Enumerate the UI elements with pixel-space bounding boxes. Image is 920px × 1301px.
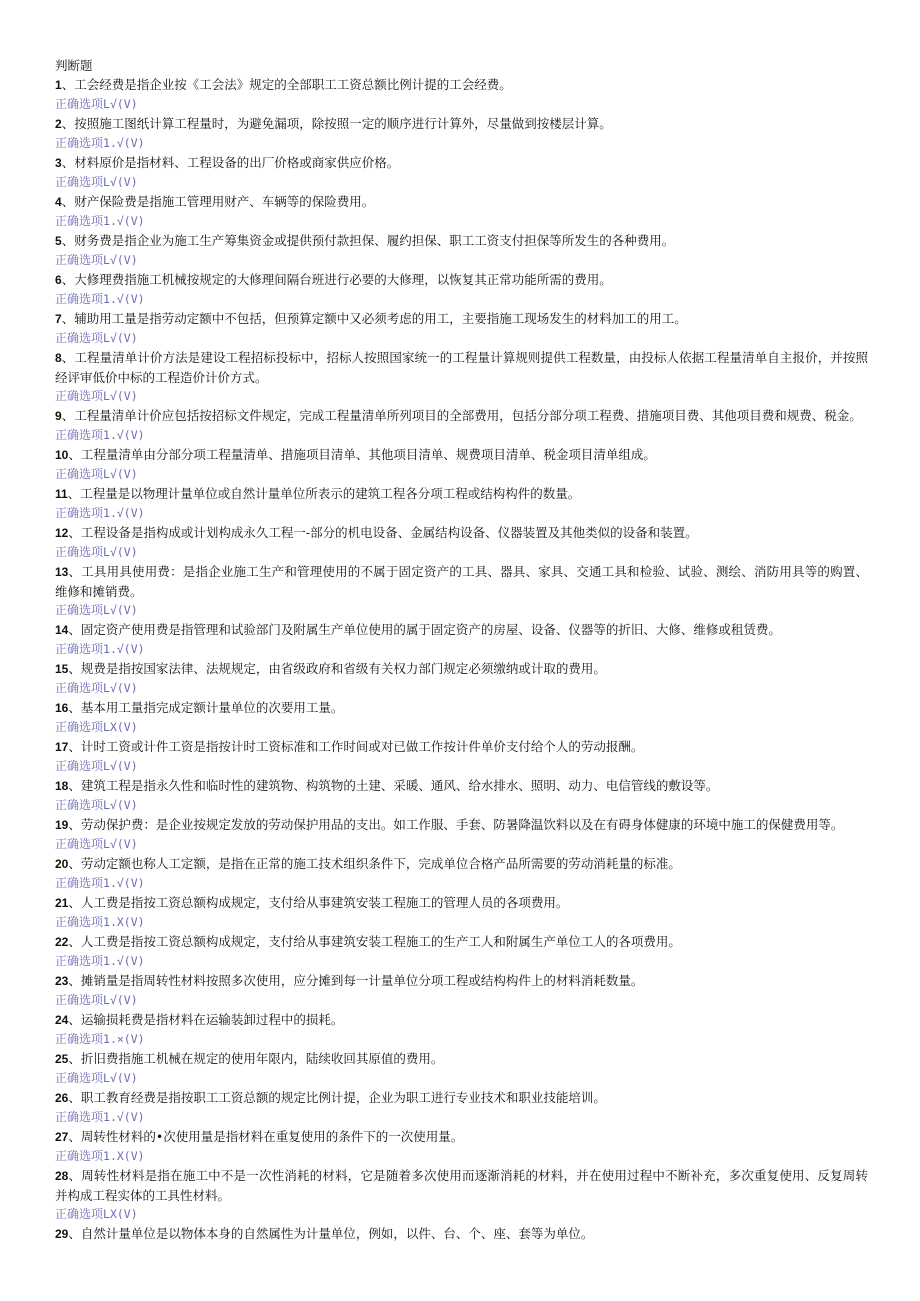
question-item [55,971,868,991]
answer-code: L√(V) [103,759,138,773]
answer-prefix: 正确选项 [55,837,104,851]
answer-prefix: 正确选项 [55,759,104,773]
question-number: 19 [55,818,69,832]
answer-code: L√(V) [103,331,138,345]
answer-code: L√(V) [103,837,138,851]
question-number: 11 [55,487,68,501]
question-text: 、工程设备是指构成或计划构成永久工程一-部分的机电设备、金属结构设备、仪器装置及其他类似的设备和装置。 [68,525,698,540]
answer-line [55,543,868,562]
question-item [55,523,868,543]
question-text: 、工程量清单计价方法是建设工程招标投标中，招标人按照国家统一的工程量计算规则提供工程数量，由投标人依据工程量清单自主报价，并按照经评审低价中标的工程造价计价方式。 [55,350,868,385]
answer-code: 1.√(V) [103,1110,145,1124]
answer-code: L√(V) [103,545,138,559]
answer-line [55,1069,868,1088]
question-number: 21 [55,896,69,910]
answer-code: 1.√(V) [103,954,145,968]
answer-code: L√(V) [103,253,138,267]
question-number: 6 [55,273,62,287]
question-item [55,737,868,757]
question-text: 、自然计量单位是以物体本身的自然属性为计量单位，例如，以件、台、个、座、套等为单位。 [68,1226,594,1241]
question-text: 、固定资产使用费是指管理和试验部门及附属生产单位使用的属于固定资产的房屋、设备、仪器等的折旧、大修、维修或租赁费。 [68,622,781,637]
answer-line [55,329,868,348]
question-number: 18 [55,779,69,793]
answer-prefix: 正确选项 [55,876,104,890]
question-number: 27 [55,1130,69,1144]
answer-line [55,426,868,445]
answer-code: L√(V) [103,389,138,403]
answer-prefix: 正确选项 [55,1207,104,1221]
question-text: 、规费是指按国家法律、法规规定，由省级政府和省级有关权力部门规定必须缴纳或计取的费用。 [68,661,606,676]
question-text: 、计时工资或计件工资是指按计时工资标准和工作时间或对已做工作按计件单价支付给个人的劳动报酬。 [68,739,644,754]
question-item [55,815,868,835]
answer-code: 1.×(V) [103,1032,145,1046]
answer-prefix: 正确选项 [55,214,104,228]
question-number: 17 [55,740,69,754]
answer-code: 1.X(V) [103,915,145,929]
question-number: 10 [55,448,69,462]
answer-line [55,874,868,893]
question-text: 、辅助用工量是指劳动定额中不包括，但预算定额中又必须考虑的用工，主要指施工现场发生的材料加工的用工。 [61,311,687,326]
question-text: 、运输损耗费是指材料在运输装卸过程中的损耗。 [68,1012,344,1027]
question-item [55,1224,868,1244]
answer-line [55,601,868,620]
question-item [55,1166,868,1205]
question-item [55,75,868,95]
question-number: 16 [55,701,69,715]
answer-prefix: 正确选项 [55,603,104,617]
answer-prefix: 正确选项 [55,97,104,111]
question-text: 、劳动保护费：是企业按规定发放的劳动保护用品的支出。如工作服、手套、防暑降温饮料以及在有碍身体健康的环境中施工的保健费用等。 [68,817,844,832]
answer-line [55,95,868,114]
answer-code: 1.√(V) [103,428,145,442]
answer-line [55,952,868,971]
question-number: 12 [55,526,69,540]
answer-code: L√(V) [103,993,138,1007]
question-text: 、周转性材料的•次使用量是指材料在重复使用的条件下的一次使用量。 [68,1129,464,1144]
question-number: 7 [55,312,62,326]
question-text: 、工程量是以物理计量单位或自然计量单位所表示的建筑工程各分项工程或结构构件的数量。 [67,486,581,501]
question-item [55,659,868,679]
question-text: 、摊销量是指周转性材料按照多次使用，应分摊到每一计量单位分项工程或结构构件上的材料消耗数量。 [68,973,644,988]
answer-line [55,679,868,698]
answer-code: 1.√(V) [103,292,145,306]
question-item [55,1049,868,1069]
answer-line [55,134,868,153]
answer-line [55,913,868,932]
answer-line [55,757,868,776]
question-item [55,1010,868,1030]
answer-code: L√(V) [103,467,138,481]
question-number: 28 [55,1169,69,1183]
answer-prefix: 正确选项 [55,545,104,559]
question-number: 22 [55,935,69,949]
answer-code: 1.√(V) [103,136,145,150]
question-number: 29 [55,1227,69,1241]
question-text: 、建筑工程是指永久性和临时性的建筑物、构筑物的土建、采暖、通风、给水排水、照明、动力、电信管线的敷设等。 [68,778,719,793]
answer-prefix: 正确选项 [55,954,104,968]
question-text: 、折旧费指施工机械在规定的使用年限内，陆续收回其原值的费用。 [68,1051,444,1066]
answer-code: LX(V) [103,720,138,734]
question-text: 、财务费是指企业为施工生产筹集资金或提供预付款担保、履约担保、职工工资支付担保等所发生的各种费用。 [61,233,675,248]
question-item [55,406,868,426]
answer-line [55,1030,868,1049]
question-item [55,153,868,173]
answer-line [55,251,868,270]
answer-code: L√(V) [103,681,138,695]
answer-prefix: 正确选项 [55,798,104,812]
answer-prefix: 正确选项 [55,1110,104,1124]
answer-prefix: 正确选项 [55,506,104,520]
question-number: 23 [55,974,69,988]
question-item [55,776,868,796]
answer-code: L√(V) [103,603,138,617]
answer-code: 1.√(V) [103,642,145,656]
question-item [55,1127,868,1147]
question-item [55,893,868,913]
question-item [55,698,868,718]
answer-prefix: 正确选项 [55,292,104,306]
question-number: 5 [55,234,62,248]
question-item [55,192,868,212]
question-text: 、周转性材料是指在施工中不是一次性消耗的材料，它是随着多次使用而逐渐消耗的材料，并在使用过程中不断补充，多次重复使用、反复周转并构成工程实体的工具性材料。 [55,1168,868,1203]
answer-prefix: 正确选项 [55,389,104,403]
question-item [55,309,868,329]
answer-line [55,835,868,854]
answer-prefix: 正确选项 [55,681,104,695]
question-number: 26 [55,1091,69,1105]
answer-prefix: 正确选项 [55,175,104,189]
question-number: 20 [55,857,69,871]
question-number: 15 [55,662,69,676]
answer-code: 1.√(V) [103,506,145,520]
answer-prefix: 正确选项 [55,915,104,929]
answer-prefix: 正确选项 [55,993,104,1007]
answer-prefix: 正确选项 [55,720,104,734]
question-item [55,854,868,874]
answer-prefix: 正确选项 [55,1071,104,1085]
question-text: 、大修理费指施工机械按规定的大修理间隔台班进行必要的大修理，以恢复其正常功能所需的费用。 [61,272,612,287]
section-heading: 判断题 [55,58,93,73]
question-text: 、财产保险费是指施工管理用财产、车辆等的保险费用。 [61,194,375,209]
question-item [55,562,868,601]
answer-line [55,504,868,523]
answer-line [55,465,868,484]
question-item [55,270,868,290]
question-item [55,348,868,387]
question-number: 9 [55,409,62,423]
answer-code: L√(V) [103,97,138,111]
answer-line [55,387,868,406]
question-list [55,75,868,1244]
question-text: 、工会经费是指企业按《工会法》规定的全部职工工资总额比例计提的工会经费。 [61,77,512,92]
question-text: 、工程量清单由分部分项工程量清单、措施项目清单、其他项目清单、规费项目清单、税金项目清单组成。 [68,447,656,462]
answer-line [55,290,868,309]
question-text: 、材料原价是指材料、工程设备的出厂价格或商家供应价格。 [61,155,400,170]
question-item [55,932,868,952]
question-number: 24 [55,1013,69,1027]
question-item [55,620,868,640]
question-text: 、工具用具使用费：是指企业施工生产和管理使用的不属于固定资产的工具、器具、家具、交通工具和检验、试验、测绘、消防用具等的购置、维修和摊销费。 [55,564,868,599]
answer-line [55,796,868,815]
question-number: 4 [55,195,62,209]
answer-line [55,640,868,659]
question-number: 2 [55,117,62,131]
question-number: 3 [55,156,62,170]
answer-code: L√(V) [103,798,138,812]
question-text: 、人工费是指按工资总额构成规定，支付给从事建筑安装工程施工的管理人员的各项费用。 [68,895,569,910]
question-item [55,1088,868,1108]
answer-prefix: 正确选项 [55,136,104,150]
answer-code: 1.√(V) [103,214,145,228]
answer-code: 1.√(V) [103,876,145,890]
question-item [55,484,868,504]
question-text: 、劳动定额也称人工定额，是指在正常的施工技术组织条件下，完成单位合格产品所需要的劳动消耗量的标准。 [68,856,681,871]
answer-prefix: 正确选项 [55,253,104,267]
question-number: 25 [55,1052,69,1066]
question-text: 、职工教育经费是指按职工工资总额的规定比例计提，企业为职工进行专业技术和职业技能培训。 [68,1090,606,1105]
answer-line [55,1147,868,1166]
answer-line [55,173,868,192]
question-number: 8 [55,351,62,365]
question-number: 14 [55,623,69,637]
question-text: 、按照施工图纸计算工程量时，为避免漏项，除按照一定的顺序进行计算外，尽量做到按楼层计算。 [61,116,612,131]
answer-line [55,718,868,737]
answer-prefix: 正确选项 [55,1149,104,1163]
answer-line [55,1205,868,1224]
answer-line [55,212,868,231]
answer-line [55,1108,868,1127]
answer-prefix: 正确选项 [55,331,104,345]
question-text: 、工程量清单计价应包括按招标文件规定，完成工程量清单所列项目的全部费用，包括分部分项工程费、措施项目费、其他项目费和规费、税金。 [61,408,862,423]
question-text: 、人工费是指按工资总额构成规定，支付给从事建筑安装工程施工的生产工人和附属生产单位工人的各项费用。 [68,934,681,949]
answer-line [55,991,868,1010]
answer-prefix: 正确选项 [55,428,104,442]
answer-code: LX(V) [103,1207,138,1221]
question-item [55,231,868,251]
question-number: 1 [55,78,62,92]
answer-code: L√(V) [103,1071,138,1085]
question-text: 、基本用工量指完成定额计量单位的次要用工量。 [68,700,344,715]
question-item [55,114,868,134]
question-item [55,445,868,465]
answer-prefix: 正确选项 [55,642,104,656]
answer-code: 1.X(V) [103,1149,145,1163]
answer-prefix: 正确选项 [55,1032,104,1046]
answer-code: L√(V) [103,175,138,189]
question-number: 13 [55,565,69,579]
answer-prefix: 正确选项 [55,467,104,481]
